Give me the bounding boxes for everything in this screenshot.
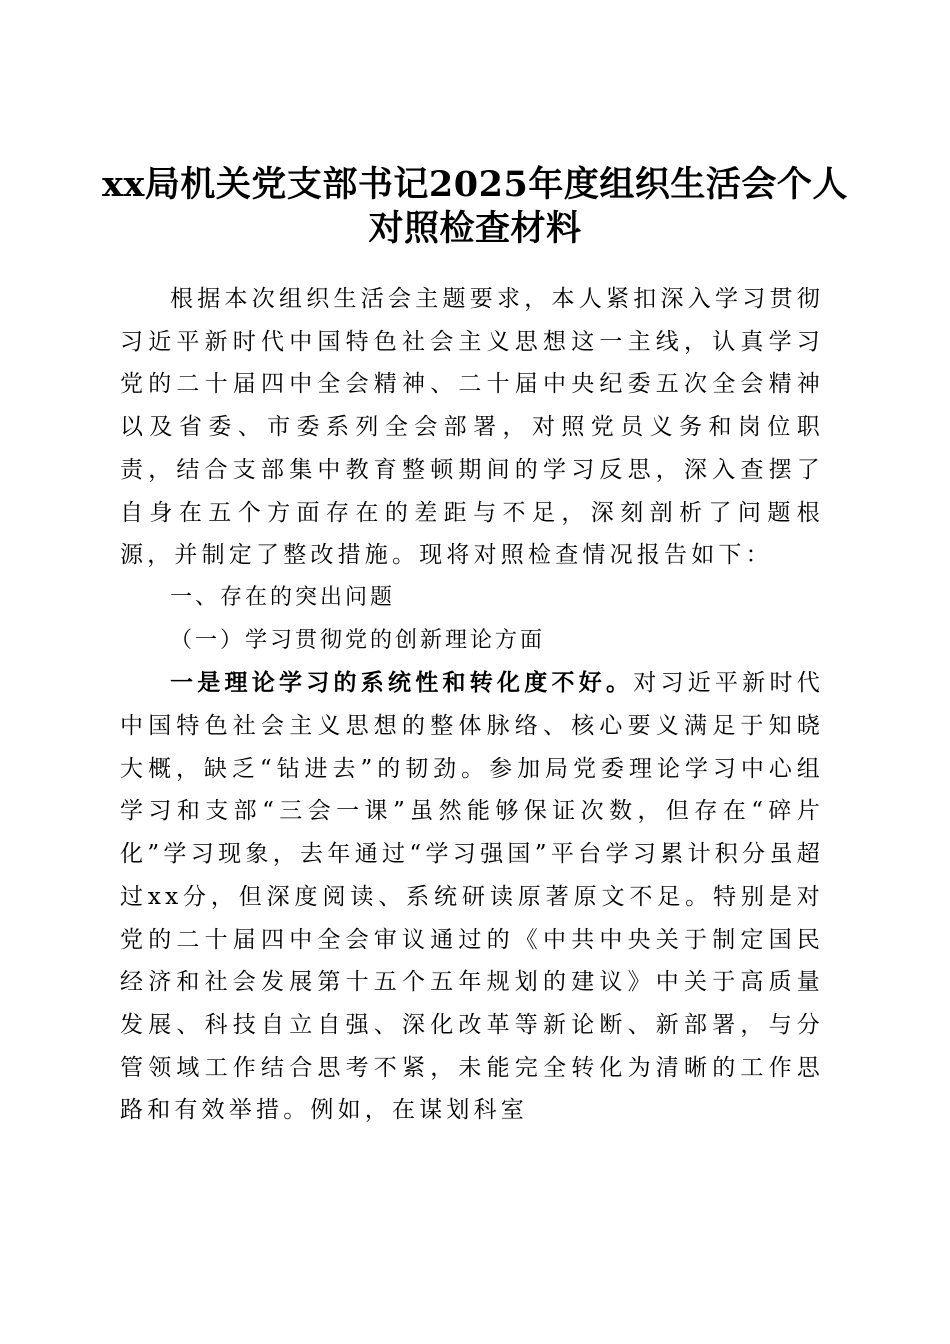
section-heading: 一、存在的突出问题 [170,584,396,610]
document-title: xx局机关党支部书记2025年度组织生活会个人对照检查材料 [102,164,848,250]
intro-paragraph: 根据本次组织生活会主题要求，本人紧扣深入学习贯彻习近平新时代中国特色社会主义思想这一主线，认真学习党的二十届四中全会精神、二十届中央纪委五次全会精神以及省委、市委系列全会部署，对照党员义务和岗位职责，结合支部集中教育整顿期间的学习反思，深入查摆了自身在五个方面存在的差距与不足，深刻剖析了问题根源，并制定了整改措施。现将对照检查情况报告如下： [120,286,824,569]
point-body: 对习近平新时代中国特色社会主义思想的整体脉络、核心要义满足于知晓大概，缺乏“钻进去”的韧劲。参加局党委理论学习中心组学习和支部“三会一课”虽然能够保证次数，但存在“碎片化”学习现象，去年通过“学习强国”平台学习累计积分虽超过xx分，但深度阅读、系统研读原著原文不足。特别是对党的二十届四中全会审议通过的《中共中央关于制定国民经济和社会发展第十五个五年规划的建议》中关于高质量发展、科技自立自强、深化改革等新论断、新部署，与分管领域工作结合思考不紧，未能完全转化为清晰的工作思路和有效举措。例如，在谋划科室 [120,670,824,1124]
document-body [120,278,824,1132]
subsection-heading: （一）学习贯彻党的创新理论方面 [170,627,546,653]
point-lead: 一是理论学习的系统性和转化度不好。 [170,669,634,697]
point-paragraph [120,662,824,1132]
